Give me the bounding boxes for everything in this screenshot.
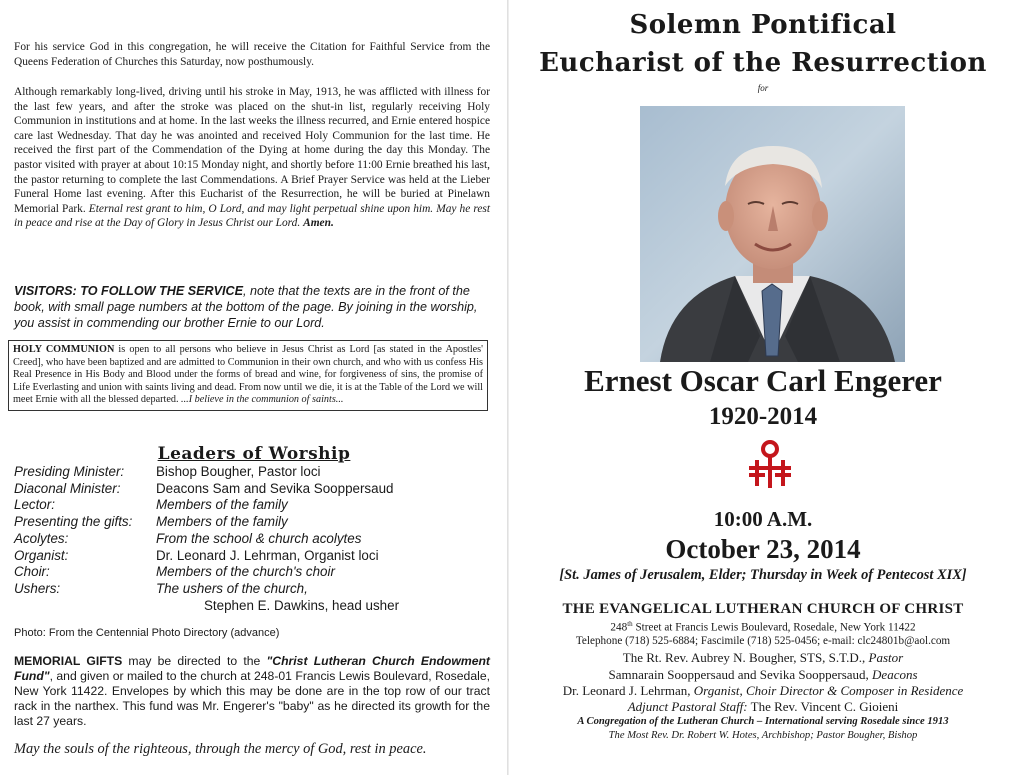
leader-row <box>14 581 399 598</box>
archbishop-line: The Most Rev. Dr. Robert W. Hotes, Archbishop; Pastor Bougher, Bishop <box>608 730 918 741</box>
pastor-line <box>508 650 1018 666</box>
jerusalem-cross-icon <box>747 438 793 488</box>
leader-row <box>14 481 399 498</box>
service-title-line-1: Solemn Pontifical <box>629 10 897 40</box>
service-time: 10:00 A.M. <box>713 507 813 531</box>
obituary-paragraph-1: For his service God in this congregation, he will receive the Citation for Faithful Service from the Queens Federation of Churches this Saturday, now posthumously. <box>14 41 490 68</box>
holy-communion-box <box>8 340 488 411</box>
leaders-list <box>14 464 399 614</box>
leader-name: Stephen E. Dawkins, head usher <box>204 597 400 613</box>
leader-role: Presiding Minister: <box>14 464 125 479</box>
obituary-paragraph-2 <box>14 85 490 231</box>
memorial-fund: "Christ Lutheran Church Endowment Fund" <box>14 654 490 683</box>
left-panel <box>0 0 508 775</box>
leader-name: Dr. Leonard J. Lehrman, Organist loci <box>156 547 379 563</box>
leader-role: Choir: <box>14 564 50 580</box>
deceased-name: Ernest Oscar Carl Engerer <box>584 363 942 398</box>
visitors-note <box>14 283 494 331</box>
deacons-line <box>508 667 1018 683</box>
leader-row <box>14 464 399 481</box>
life-years: 1920-2014 <box>708 403 818 430</box>
leader-role: Ushers: <box>14 580 61 596</box>
leader-name: Bishop Bougher, Pastor loci <box>156 464 321 479</box>
leader-row <box>14 564 399 581</box>
amen-text: Amen. <box>303 217 334 230</box>
adjunct-line <box>508 699 1018 715</box>
leader-role: Presenting the gifts: <box>14 514 133 530</box>
leader-name: From the school & church acolytes <box>156 530 362 546</box>
service-date: October 23, 2014 <box>665 534 861 564</box>
deacons-title: Deacons <box>872 667 918 682</box>
address-suffix: th <box>627 620 633 628</box>
leader-name: Members of the family <box>156 514 288 530</box>
leader-name: Deacons Sam and Sevika Sooppersaud <box>156 480 394 496</box>
photo-credit: Photo: From the Centennial Photo Directory (advance) <box>14 627 280 639</box>
closing-blessing: May the souls of the righteous, through the mercy of God, rest in peace. <box>14 741 427 757</box>
adjunct-label: Adjunct Pastoral Staff: <box>627 699 748 714</box>
communion-text: is open to all persons who believe in Jesus Christ as Lord [as stated in the Apostles' Creed], who have been baptized and are admitted to Communion in their own church, and who with us confess His Real Presence in His Body and Blood under the forms of bread and wine, for forgiveness of sins, the promise of Life Everlasting and union with saints living and dead. From now until we die, it is at the Table of the Lord we will meet Ernie with all the blessed departed. <box>13 344 483 406</box>
for-label: for <box>757 83 769 93</box>
address-number: 248 <box>610 621 628 634</box>
leader-row <box>14 598 399 615</box>
pastor-title: Pastor <box>868 650 904 665</box>
leader-row <box>14 514 399 531</box>
leader-row <box>14 497 399 514</box>
leader-role: Lector: <box>14 497 55 513</box>
organist-name: Dr. Leonard J. Lehrman, <box>562 683 694 698</box>
leader-name: Members of the family <box>156 497 288 513</box>
feast-day: [St. James of Jerusalem, Elder; Thursday in Week of Pentecost XIX] <box>559 567 967 583</box>
adjunct-name: The Rev. Vincent C. Gioieni <box>747 699 899 714</box>
congregation-line: A Congregation of the Lutheran Church – International serving Rosedale since 1913 <box>577 716 949 727</box>
visitors-lead: VISITORS: TO FOLLOW THE SERVICE <box>14 284 244 298</box>
communion-lead: HOLY COMMUNION <box>13 344 115 355</box>
right-panel <box>508 0 1018 775</box>
communion-tail: ...I believe in the communion of saints... <box>178 394 344 406</box>
portrait-photo <box>640 106 905 362</box>
organist-title: Organist, Choir Director & Composer in Residence <box>693 683 964 698</box>
memorial-text: , and given or mailed to the church at 248-01 Francis Lewis Boulevard, Rosedale, New York 11422. Envelopes by which this may be done are in the top row of our tract rack in the narthex. This fund was Mr. Engerer's "baby" as he directed its growth for the last 27 years. <box>14 669 490 728</box>
leader-role: Diaconal Minister: <box>14 480 121 496</box>
memorial-mid: may be directed to the <box>122 654 267 668</box>
leader-role: Acolytes: <box>14 530 69 546</box>
leader-name: The ushers of the church, <box>156 580 308 596</box>
obituary-text: Although remarkably long-lived, driving until his stroke in May, 1913, he was afflicted with illness for the last few years, and after the stroke was placed on the shut-in list, regularly receiving Holy Communion in institutions and at home. In the last weeks the illness recurred, and Ernie entered hospice care last Wednesday. That day he was anointed and received Holy Communion for the last time. He received the first part of the Commendation of the Dying at home during the day this Monday. The pastor visited with prayer at about 10:15 Monday night, and shortly before 11:00 Ernie breathed his last, the pastor returning to complete the last Commendations. A Brief Prayer Service was held at the Lieber Funeral Home last evening. After this Eucharist of the Resurrection, he will be buried at Pinelawn Memorial Park. <box>14 86 490 215</box>
memorial-gifts <box>14 654 490 729</box>
leader-row <box>14 548 399 565</box>
pastor-name: The Rt. Rev. Aubrey N. Bougher, STS, S.T.D., <box>622 650 869 665</box>
address-rest: Street at Francis Lewis Boulevard, Rosedale, New York 11422 <box>632 621 916 634</box>
prayer-text: Eternal rest grant to him, O Lord, and may light perpetual shine upon him. May he rest in peace and rise at the Day of Glory in Jesus Christ our Lord. <box>14 202 490 230</box>
leader-role <box>14 598 156 615</box>
church-contact: Telephone (718) 525-6884; Fascimile (718) 525-0456; e-mail: clc24801b@aol.com <box>575 635 951 647</box>
visitors-text: , note that the texts are in the front of the book, with small page numbers at the bottom of the page. By joining in the worship, you assist in commending our brother Ernie to our Lord. <box>14 284 478 330</box>
church-name: THE EVANGELICAL LUTHERAN CHURCH OF CHRIST <box>562 601 964 617</box>
leader-row <box>14 531 399 548</box>
leaders-title: Leaders of Worship <box>157 444 351 464</box>
organist-line <box>508 683 1018 699</box>
leader-role: Organist: <box>14 547 69 563</box>
service-title-line-2: Eucharist of the Resurrection <box>539 48 987 78</box>
deacons-name: Samnarain Sooppersaud and Sevika Sooppersaud, <box>608 667 873 682</box>
church-address <box>508 620 1018 634</box>
leader-name: Members of the church's choir <box>156 564 335 580</box>
memorial-lead: MEMORIAL GIFTS <box>14 654 123 668</box>
